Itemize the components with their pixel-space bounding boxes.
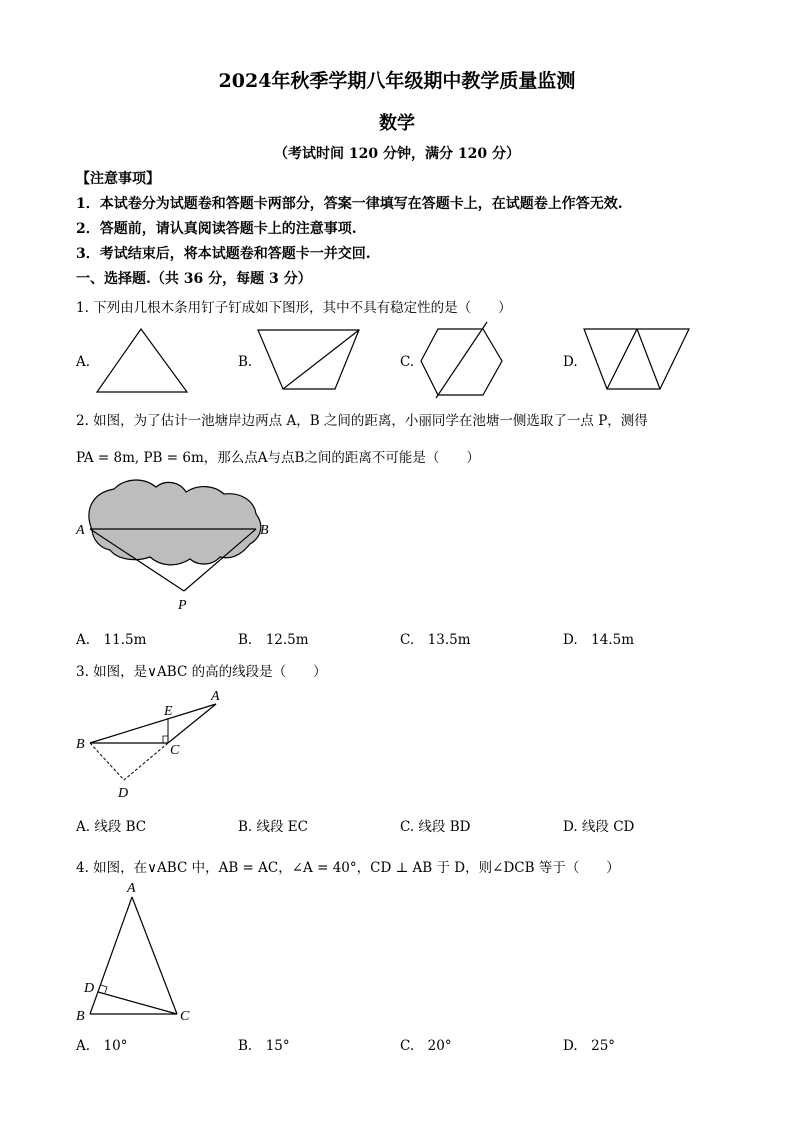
question-2-stem-line1: 2. 如图，为了估计一池塘岸边两点 A，B 之间的距离，小丽同学在池塘一侧选取了一点 P，测得 bbox=[76, 413, 648, 429]
q4-option-d[interactable]: D. 25° bbox=[563, 1038, 616, 1054]
q2-option-d[interactable]: D. 14.5m bbox=[563, 632, 634, 648]
q3-option-b[interactable]: B. 线段 EC bbox=[238, 819, 308, 835]
q1-option-a[interactable]: A. bbox=[76, 354, 91, 370]
q1-option-d[interactable]: D. bbox=[563, 354, 578, 370]
q2-option-b[interactable]: B. 12.5m bbox=[238, 632, 309, 648]
q3-label-d: D bbox=[118, 786, 129, 801]
q4-label-d: D bbox=[84, 981, 95, 996]
notice-item-2: 2．答题前，请认真阅读答题卡上的注意事项. bbox=[76, 221, 357, 237]
subject-title: 数学 bbox=[379, 113, 415, 134]
q3-label-c: C bbox=[170, 743, 180, 758]
q4-label-c: C bbox=[180, 1009, 190, 1024]
q3-label-a: A bbox=[211, 689, 220, 704]
q4-option-c[interactable]: C. 20° bbox=[400, 1038, 452, 1054]
question-1-stem: 1. 下列由几根木条用钉子钉成如下图形，其中不具有稳定性的是（ ） bbox=[76, 300, 512, 316]
q4-label-a: A bbox=[127, 881, 136, 896]
q2-label-p: P bbox=[178, 598, 187, 613]
q4-option-b[interactable]: B. 15° bbox=[238, 1038, 290, 1054]
notice-item-3: 3．考试结束后，将本试题卷和答题卡一并交回. bbox=[76, 246, 371, 262]
q2-option-a[interactable]: A. 11.5m bbox=[76, 632, 147, 648]
q4-option-a[interactable]: A. 10° bbox=[76, 1038, 128, 1054]
q3-label-b: B bbox=[76, 737, 85, 752]
section-heading: 一、选择题.（共 36 分，每题 3 分） bbox=[76, 271, 312, 287]
q4-label-b: B bbox=[76, 1009, 85, 1024]
question-2-stem-line2: PA = 8m, PB = 6m，那么点A与点B之间的距离不可能是（ ） bbox=[76, 450, 480, 466]
q3-option-d[interactable]: D. 线段 CD bbox=[563, 819, 635, 835]
q2-label-b: B bbox=[260, 523, 269, 538]
question-4-stem: 4. 如图，在∨ABC 中，AB = AC，∠A = 40°，CD ⊥ AB 于 D，则∠DCB 等于（ ） bbox=[76, 860, 620, 876]
exam-title: 2024年秋季学期八年级期中教学质量监测 bbox=[218, 70, 576, 92]
q3-option-c[interactable]: C. 线段 BD bbox=[400, 819, 471, 835]
q2-label-a: A bbox=[76, 523, 85, 538]
exam-note: （考试时间 120 分钟，满分 120 分） bbox=[274, 146, 520, 162]
question-3-stem: 3. 如图，是∨ABC 的高的线段是（ ） bbox=[76, 664, 327, 680]
q2-option-c[interactable]: C. 13.5m bbox=[400, 632, 471, 648]
q3-label-e: E bbox=[164, 704, 173, 719]
notice-heading: 【注意事项】 bbox=[76, 171, 160, 187]
q1-option-c[interactable]: C. bbox=[400, 354, 415, 370]
q3-option-a[interactable]: A. 线段 BC bbox=[76, 819, 147, 835]
notice-item-1: 1．本试卷分为试题卷和答题卡两部分，答案一律填写在答题卡上，在试题卷上作答无效. bbox=[76, 196, 623, 212]
q1-option-b[interactable]: B. bbox=[238, 354, 253, 370]
